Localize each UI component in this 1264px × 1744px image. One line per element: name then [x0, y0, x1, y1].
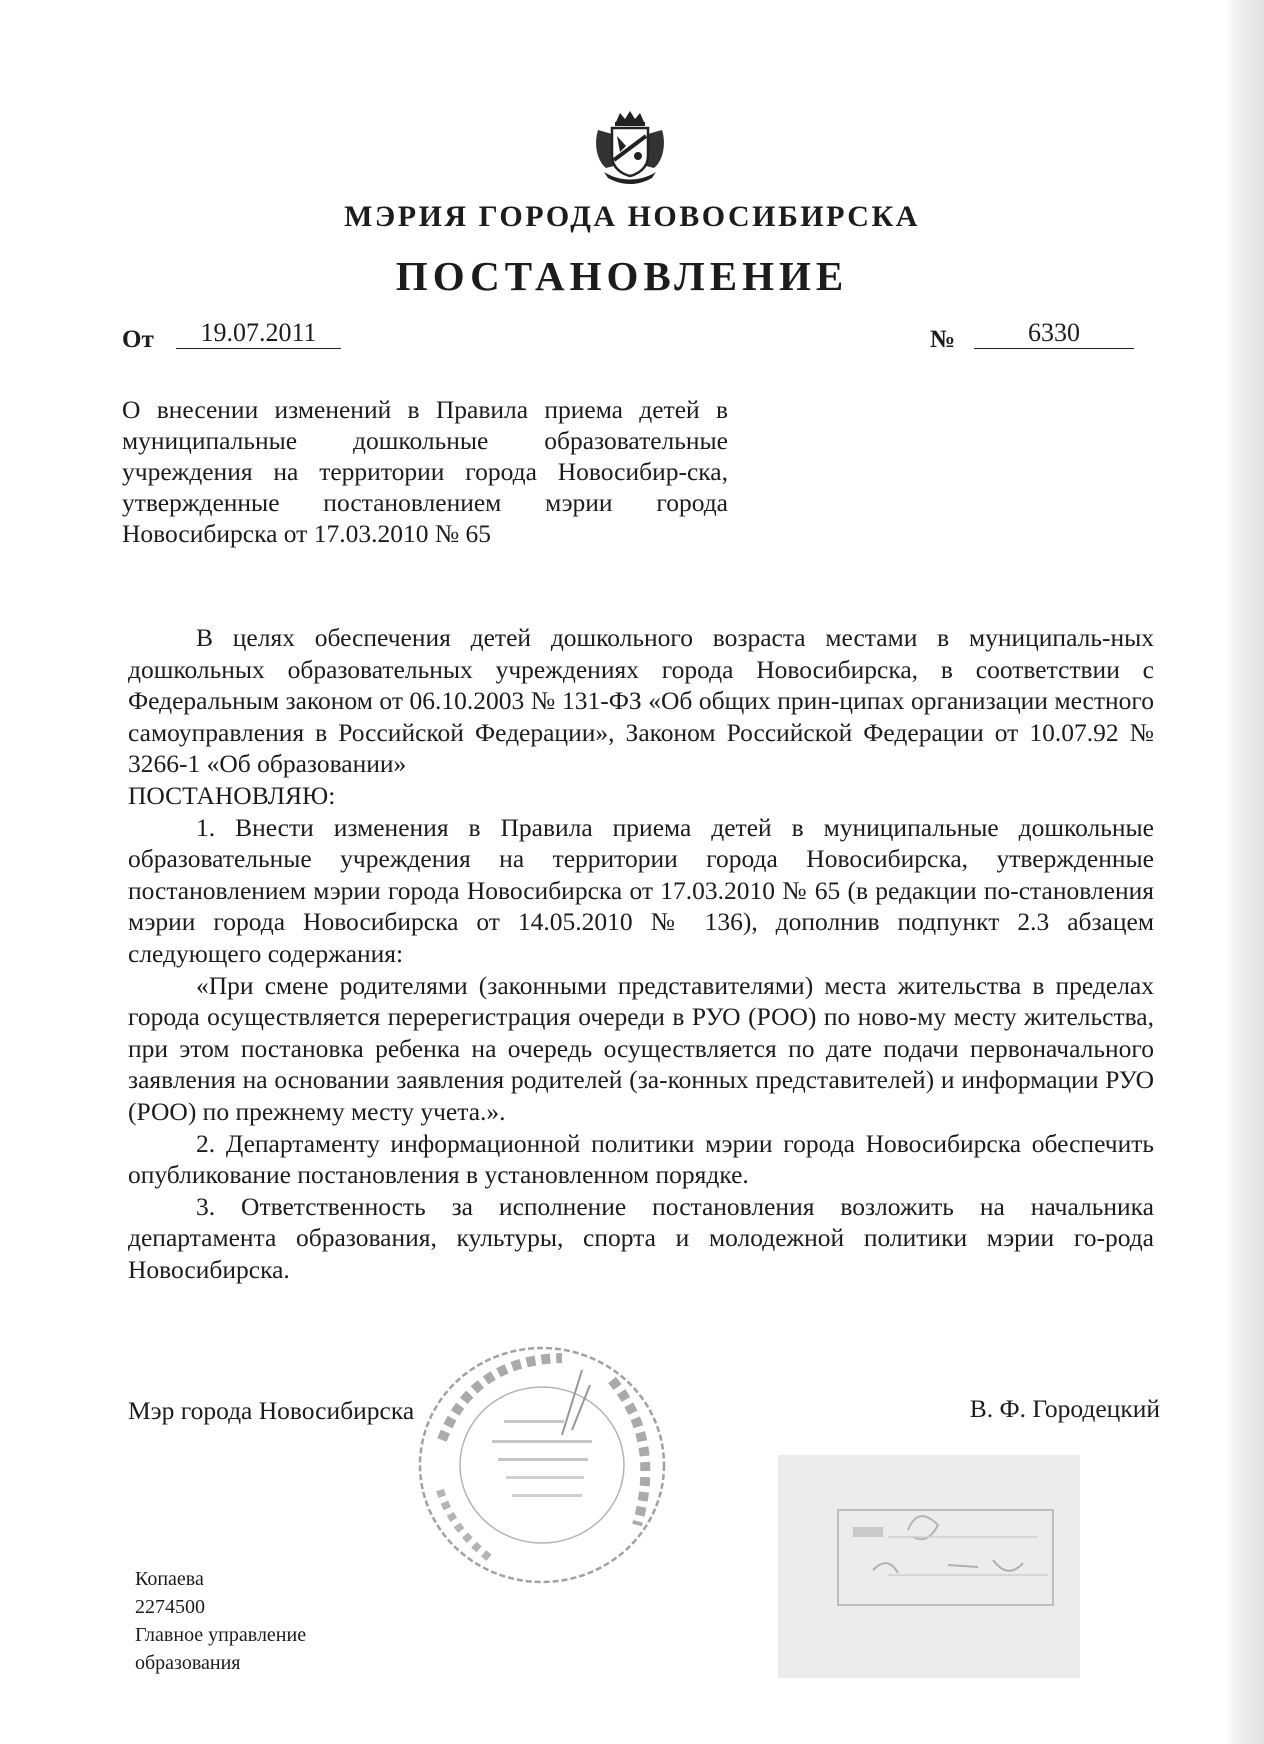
number-label: № — [930, 326, 956, 353]
executor-phone: 2274500 — [135, 1596, 205, 1618]
organization-name: МЭРИЯ ГОРОДА НОВОСИБИРСКА — [344, 200, 920, 233]
item-3-paragraph: 3. Ответственность за исполнение постановления возложить на начальника департамента образования, культуры, спорта и молодежной политики мэрии го-рода Новосибирска. — [128, 1191, 1154, 1284]
executor-department-line-2: образования — [135, 1652, 241, 1674]
executor-block — [135, 1565, 306, 1677]
document-subject: О внесении изменений в Правила приема детей в муниципальные дошкольные образовательные учреждения на территории города Новосибир-ска, утвержденные постановлением мэрии города Новосибирска от 17.03.2010 № 65 — [122, 395, 728, 548]
document-body — [128, 622, 1154, 1285]
item-1-quote-paragraph: «При смене родителями (законными представителями) места жительства в пределах города осуществляется перерегистрация очереди в РУО (РОО) по ново-му месту жительства, при этом постановка ребенка на очередь осуществляется по дате подачи первоначального заявления на основании заявления родителей (за-конных представителей) и информации РУО (РОО) по прежнему месту учета.». — [128, 970, 1154, 1126]
signatory-position: Мэр города Новосибирска — [128, 1396, 415, 1425]
signatory-name: В. Ф. Городецкий — [969, 1394, 1160, 1423]
decree-heading: ПОСТАНОВЛЯЮ: — [128, 780, 336, 810]
round-seal-stamp — [412, 1340, 672, 1590]
item-2-paragraph: 2. Департаменту информационной политики мэрии города Новосибирска обеспечить опубликование постановления в установленном порядке. — [128, 1128, 1154, 1190]
preamble-paragraph: В целях обеспечения детей дошкольного возраста местами в муниципаль-ных дошкольных образовательных учреждениях города Новосибирска, в соответствии с Федеральным законом от 06.10.2003 № 131-ФЗ «Об общих прин-ципах организации местного самоуправления в Российской Федерации», Законом Российской Федерации от 10.07.92 № 3266-1 «Об образовании» — [128, 623, 1154, 779]
document-number: 6330 — [974, 318, 1134, 349]
document-type-title: ПОСТАНОВЛЕНИЕ — [395, 253, 849, 299]
executor-department-line-1: Главное управление — [135, 1624, 307, 1646]
executor-name: Копаева — [135, 1568, 204, 1590]
date-label: От — [122, 326, 154, 353]
city-coat-of-arms-icon — [590, 108, 670, 184]
document-date: 19.07.2011 — [176, 318, 341, 349]
item-1-paragraph: 1. Внести изменения в Правила приема детей в муниципальные дошкольные образовательные учреждения на территории города Новосибирска, утвержденные постановлением мэрии города Новосибирска от 17.03.2010 № 65 (в редакции по-становления мэрии города Новосибирска от 14.05.2010 № 136), дополнив подпункт 2.3 абзацем следующего содержания: — [128, 812, 1154, 968]
registration-stamp — [778, 1455, 1080, 1678]
